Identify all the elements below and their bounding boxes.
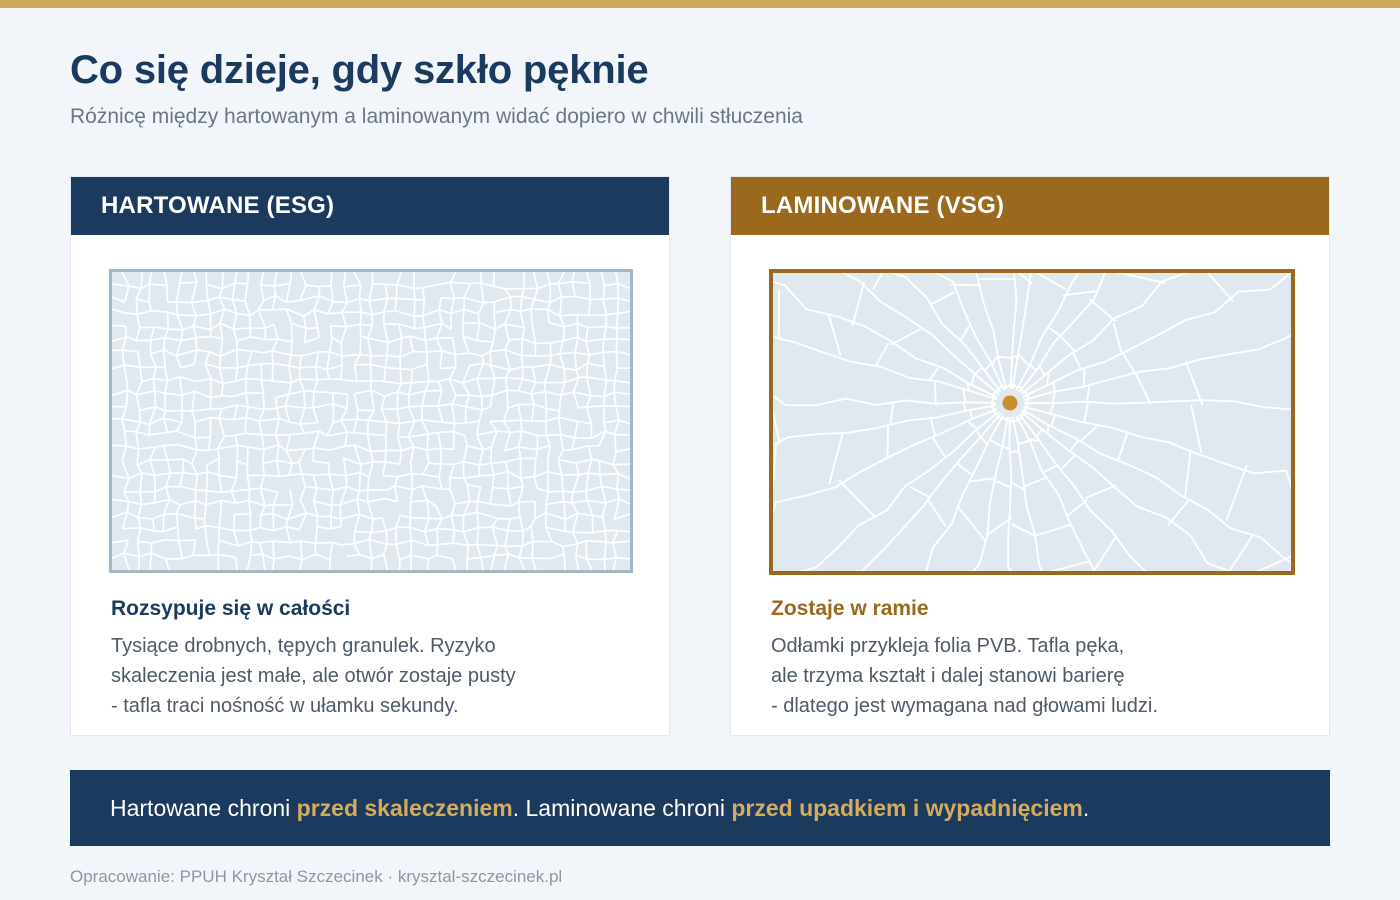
granule-crack bbox=[167, 286, 168, 303]
granule-crack bbox=[237, 461, 238, 478]
granule-crack bbox=[414, 288, 423, 289]
granule-crack bbox=[207, 465, 208, 471]
granule-crack bbox=[341, 343, 342, 356]
granule-crack bbox=[273, 559, 274, 570]
granule-crack bbox=[341, 519, 342, 527]
granule-crack bbox=[504, 420, 521, 421]
granule-crack bbox=[587, 363, 588, 377]
granule-crack bbox=[450, 282, 470, 283]
granule-crack bbox=[273, 541, 274, 559]
granule-crack bbox=[429, 545, 438, 546]
ring-crack bbox=[1084, 369, 1085, 386]
granule-crack bbox=[329, 379, 341, 380]
granule-crack bbox=[291, 323, 292, 342]
granule-crack bbox=[371, 365, 372, 381]
granule-crack bbox=[521, 420, 532, 421]
granule-crack bbox=[508, 531, 523, 532]
granule-crack bbox=[385, 451, 386, 462]
granule-crack bbox=[300, 379, 318, 380]
granule-crack bbox=[276, 435, 291, 436]
granule-crack bbox=[425, 390, 442, 391]
granule-crack bbox=[400, 369, 412, 370]
granule-crack bbox=[164, 338, 165, 350]
granule-crack bbox=[484, 302, 495, 303]
granule-crack bbox=[424, 328, 425, 341]
granule-crack bbox=[249, 490, 250, 501]
granule-crack bbox=[617, 328, 630, 329]
granule-crack bbox=[368, 420, 369, 434]
granule-crack bbox=[614, 381, 615, 393]
granule-crack bbox=[247, 447, 248, 465]
granule-crack bbox=[587, 406, 605, 407]
granule-crack bbox=[164, 514, 177, 515]
ring-crack bbox=[996, 414, 997, 417]
ring-crack bbox=[1025, 407, 1026, 411]
granule-crack bbox=[304, 391, 314, 392]
granule-crack bbox=[222, 384, 223, 396]
granule-crack bbox=[578, 407, 586, 408]
granule-crack bbox=[252, 542, 260, 543]
granule-crack bbox=[563, 491, 564, 501]
granule-crack bbox=[410, 518, 411, 527]
granule-crack bbox=[196, 338, 197, 350]
granule-crack bbox=[494, 313, 495, 330]
granule-crack bbox=[234, 514, 235, 530]
granule-crack bbox=[265, 339, 278, 340]
granule-crack bbox=[586, 491, 587, 501]
granule-crack bbox=[563, 327, 564, 341]
granule-crack bbox=[386, 422, 387, 435]
granule-crack bbox=[218, 541, 219, 555]
ring-crack bbox=[1054, 383, 1055, 393]
laminated-card-heading: Zostaje w ramie bbox=[771, 597, 929, 620]
granule-crack bbox=[586, 541, 587, 559]
granule-crack bbox=[177, 302, 192, 303]
banner-text: Hartowane chroni bbox=[110, 795, 297, 821]
granule-crack bbox=[507, 390, 518, 391]
granule-crack bbox=[139, 557, 140, 570]
top-accent-bar bbox=[0, 0, 1400, 8]
granule-crack bbox=[314, 392, 333, 393]
granule-crack bbox=[207, 472, 208, 491]
granule-crack bbox=[492, 488, 508, 489]
granule-crack bbox=[220, 356, 221, 368]
granule-crack bbox=[437, 529, 454, 530]
granule-crack bbox=[262, 435, 276, 436]
granule-crack bbox=[248, 272, 249, 284]
granule-crack bbox=[330, 326, 346, 327]
granule-crack bbox=[371, 559, 372, 570]
granule-crack bbox=[359, 490, 368, 491]
granule-crack bbox=[603, 351, 617, 352]
granule-crack bbox=[616, 406, 630, 407]
granule-crack bbox=[507, 390, 508, 408]
ring-crack bbox=[1048, 424, 1049, 432]
granule-crack bbox=[478, 314, 479, 323]
granule-crack bbox=[195, 437, 210, 438]
granule-crack bbox=[600, 474, 619, 475]
granule-crack bbox=[467, 545, 468, 559]
tempered-glass-card bbox=[70, 176, 670, 736]
granule-crack bbox=[605, 531, 606, 542]
granule-crack bbox=[360, 465, 361, 473]
granule-crack bbox=[603, 298, 618, 299]
tempered-shattered-pane-illustration bbox=[109, 269, 633, 573]
granule-crack bbox=[532, 542, 533, 559]
granule-crack bbox=[468, 544, 477, 545]
granule-crack bbox=[210, 554, 218, 555]
granule-crack bbox=[358, 410, 374, 411]
granule-crack bbox=[477, 501, 478, 512]
granule-crack bbox=[396, 285, 397, 299]
granule-crack bbox=[546, 421, 547, 435]
granule-crack bbox=[126, 326, 127, 337]
granule-crack bbox=[450, 478, 464, 479]
granule-crack bbox=[383, 476, 398, 477]
granule-crack bbox=[479, 527, 493, 528]
granule-crack bbox=[136, 299, 137, 314]
tempered-card-header: HARTOWANE (ESG) bbox=[71, 177, 669, 235]
granule-crack bbox=[315, 542, 332, 543]
granule-crack bbox=[455, 423, 466, 424]
granule-crack bbox=[454, 424, 455, 432]
granule-crack bbox=[305, 448, 313, 449]
granule-crack bbox=[545, 392, 546, 409]
granule-crack bbox=[616, 351, 617, 368]
granule-crack bbox=[371, 381, 384, 382]
page-title: Co się dzieje, gdy szkło pęknie bbox=[70, 48, 649, 92]
granule-crack bbox=[572, 492, 573, 503]
granule-crack bbox=[360, 325, 361, 337]
granule-crack bbox=[346, 476, 347, 487]
granule-crack bbox=[204, 519, 205, 526]
granule-crack bbox=[360, 336, 361, 354]
tempered-card-heading: Rozsypuje się w całości bbox=[111, 597, 351, 620]
granule-crack bbox=[313, 474, 329, 475]
granule-crack bbox=[331, 272, 332, 286]
granule-crack bbox=[521, 420, 522, 431]
granule-crack bbox=[618, 298, 619, 313]
granule-crack bbox=[604, 560, 605, 570]
granule-crack bbox=[618, 284, 619, 299]
granule-crack bbox=[411, 518, 429, 519]
banner-text: . bbox=[1082, 795, 1090, 821]
granule-crack bbox=[519, 558, 532, 559]
granule-crack bbox=[263, 449, 264, 463]
granule-crack bbox=[164, 445, 179, 446]
granule-crack bbox=[565, 531, 573, 532]
ring-crack bbox=[779, 290, 780, 339]
granule-crack bbox=[127, 384, 128, 390]
granule-crack bbox=[197, 450, 209, 451]
banner-text: . Laminowane chroni bbox=[512, 795, 732, 821]
granule-crack bbox=[262, 380, 273, 381]
granule-crack bbox=[522, 356, 523, 368]
granule-crack bbox=[509, 339, 522, 340]
granule-crack bbox=[246, 393, 264, 394]
granule-crack bbox=[333, 302, 347, 303]
granule-crack bbox=[112, 445, 126, 446]
granule-crack bbox=[578, 315, 589, 316]
granule-crack bbox=[411, 540, 412, 555]
granule-crack bbox=[370, 451, 385, 452]
granule-crack bbox=[575, 352, 576, 370]
granule-crack bbox=[272, 364, 273, 381]
granule-crack bbox=[494, 302, 495, 313]
granule-crack bbox=[415, 300, 425, 301]
granule-crack bbox=[154, 492, 155, 503]
granule-crack bbox=[319, 286, 331, 287]
granule-crack bbox=[333, 393, 334, 404]
granule-crack bbox=[455, 298, 465, 299]
granule-crack bbox=[563, 547, 564, 555]
granule-crack bbox=[313, 448, 314, 461]
granule-crack bbox=[357, 419, 368, 420]
granule-crack bbox=[180, 282, 197, 283]
granule-crack bbox=[536, 382, 545, 383]
granule-crack bbox=[546, 435, 560, 436]
granule-crack bbox=[168, 312, 169, 329]
laminated-glass-card bbox=[730, 176, 1330, 736]
granule-crack bbox=[317, 379, 328, 380]
granule-crack bbox=[371, 356, 372, 365]
granule-crack bbox=[495, 378, 506, 379]
granule-crack bbox=[260, 515, 261, 528]
granule-crack bbox=[195, 518, 205, 519]
granule-crack bbox=[168, 459, 184, 460]
granule-crack bbox=[357, 381, 371, 382]
granule-crack bbox=[163, 515, 164, 532]
granule-crack bbox=[548, 491, 563, 492]
granule-crack bbox=[441, 298, 455, 299]
page-subtitle: Różnicę między hartowanym a laminowanym widać dopiero w chwili stłuczenia bbox=[70, 105, 803, 128]
granule-crack bbox=[155, 391, 156, 407]
granule-crack bbox=[401, 383, 411, 384]
tempered-card-description bbox=[111, 631, 516, 721]
granule-crack bbox=[545, 383, 546, 392]
granule-crack bbox=[196, 490, 207, 491]
granule-crack bbox=[178, 527, 179, 541]
summary-banner bbox=[70, 770, 1330, 846]
ring-crack bbox=[992, 394, 993, 398]
granule-crack bbox=[563, 450, 572, 451]
granule-crack bbox=[497, 546, 505, 547]
granule-crack bbox=[493, 272, 494, 286]
granule-crack bbox=[522, 339, 523, 356]
laminated-description-line: Odłamki przykleja folia PVB. Tafla pęka, bbox=[771, 635, 1125, 657]
granule-crack bbox=[437, 545, 438, 556]
ring-crack bbox=[888, 425, 889, 459]
ring-crack bbox=[1018, 387, 1022, 388]
granule-crack bbox=[177, 315, 196, 316]
granule-crack bbox=[360, 312, 361, 324]
granule-crack bbox=[235, 283, 248, 284]
granule-crack bbox=[511, 296, 523, 297]
granule-crack bbox=[373, 284, 386, 285]
granule-crack bbox=[414, 288, 415, 299]
granule-crack bbox=[412, 474, 423, 475]
granule-crack bbox=[550, 343, 551, 355]
granule-crack bbox=[437, 338, 453, 339]
laminated-card-description bbox=[771, 631, 1158, 721]
granule-crack bbox=[591, 396, 604, 397]
granule-crack bbox=[438, 432, 454, 433]
granule-crack bbox=[409, 406, 423, 407]
granule-crack bbox=[563, 491, 573, 492]
granule-crack bbox=[617, 339, 630, 340]
granule-crack bbox=[222, 491, 232, 492]
granule-crack bbox=[400, 369, 401, 384]
granule-crack bbox=[565, 519, 566, 531]
granule-crack bbox=[617, 313, 618, 328]
granule-crack bbox=[211, 418, 219, 419]
granule-crack bbox=[140, 410, 141, 422]
granule-crack bbox=[183, 459, 184, 473]
tempered-description-line: - tafla traci nośność w ułamku sekundy. bbox=[111, 695, 459, 717]
granule-crack bbox=[250, 328, 251, 337]
granule-crack bbox=[587, 559, 605, 560]
granule-crack bbox=[224, 435, 235, 436]
granule-crack bbox=[250, 514, 251, 530]
granule-crack bbox=[304, 391, 305, 408]
granule-crack bbox=[550, 356, 551, 365]
granule-crack bbox=[264, 408, 277, 409]
granule-crack bbox=[603, 339, 604, 352]
ring-crack bbox=[999, 357, 1013, 358]
granule-crack bbox=[313, 392, 314, 408]
granule-crack bbox=[451, 313, 452, 329]
tempered-description-line: Tysiące drobnych, tępych granulek. Ryzyko bbox=[111, 635, 496, 657]
granule-crack bbox=[519, 502, 520, 517]
ring-crack bbox=[951, 285, 982, 286]
granule-crack bbox=[559, 411, 560, 418]
granule-crack bbox=[140, 327, 154, 328]
granule-crack bbox=[234, 328, 250, 329]
granule-crack bbox=[291, 355, 301, 356]
granule-crack bbox=[221, 501, 222, 515]
laminated-pane-glass bbox=[771, 271, 1293, 573]
granule-crack bbox=[564, 368, 565, 382]
granule-crack bbox=[261, 285, 274, 286]
banner-highlight-cuts: przed skaleczeniem bbox=[296, 795, 513, 821]
granule-crack bbox=[154, 531, 163, 532]
granule-crack bbox=[306, 328, 318, 329]
granule-crack bbox=[522, 531, 523, 546]
granule-crack bbox=[422, 406, 423, 420]
granule-crack bbox=[606, 542, 613, 543]
source-footer: Opracowanie: PPUH Kryształ Szczecinek · krysztal-szczecinek.pl bbox=[70, 867, 563, 886]
granule-crack bbox=[341, 419, 357, 420]
granule-crack bbox=[481, 397, 482, 410]
granule-crack bbox=[429, 463, 441, 464]
granule-crack bbox=[112, 326, 126, 327]
granule-crack bbox=[165, 393, 166, 411]
granule-crack bbox=[437, 529, 438, 545]
granule-crack bbox=[237, 350, 238, 368]
banner-highlight-falls: przed upadkiem i wypadnięciem bbox=[731, 795, 1083, 821]
granule-crack bbox=[272, 309, 286, 310]
laminated-description-line: - dlatego jest wymagana nad głowami ludzi. bbox=[771, 695, 1158, 717]
granule-crack bbox=[357, 410, 358, 419]
granule-crack bbox=[497, 518, 510, 519]
granule-crack bbox=[168, 329, 183, 330]
granule-crack bbox=[222, 272, 223, 289]
granule-crack bbox=[573, 532, 593, 533]
granule-crack bbox=[291, 342, 292, 355]
granule-crack bbox=[245, 418, 246, 434]
granule-crack bbox=[463, 323, 480, 324]
granule-crack bbox=[359, 472, 360, 491]
granule-crack bbox=[477, 544, 498, 545]
granule-crack bbox=[415, 328, 424, 329]
granule-crack bbox=[511, 297, 512, 310]
granule-crack bbox=[531, 309, 548, 310]
granule-crack bbox=[414, 300, 415, 317]
granule-crack bbox=[261, 364, 273, 365]
granule-crack bbox=[354, 531, 355, 543]
granule-crack bbox=[125, 431, 136, 432]
granule-crack bbox=[273, 514, 274, 531]
granule-crack bbox=[518, 404, 534, 405]
laminated-description-line: ale trzyma kształt i dalej stanowi barierę bbox=[771, 665, 1125, 687]
granule-crack bbox=[263, 393, 264, 409]
granule-crack bbox=[414, 316, 415, 328]
laminated-card-header: LAMINOWANE (VSG) bbox=[731, 177, 1329, 235]
impact-point-marker bbox=[1003, 396, 1018, 411]
granule-crack bbox=[470, 283, 481, 284]
granule-crack bbox=[170, 473, 183, 474]
granule-crack bbox=[396, 298, 415, 299]
granule-crack bbox=[479, 475, 494, 476]
granule-crack bbox=[265, 505, 273, 506]
granule-crack bbox=[397, 392, 398, 409]
granule-crack bbox=[546, 409, 547, 422]
tempered-description-line: skaleczenia jest małe, ale otwór zostaje pusty bbox=[111, 665, 516, 687]
granule-crack bbox=[165, 540, 179, 541]
laminated-cracked-pane-illustration bbox=[769, 269, 1295, 575]
granule-crack bbox=[272, 351, 273, 364]
granule-crack bbox=[122, 528, 140, 529]
granule-crack bbox=[586, 541, 606, 542]
granule-crack bbox=[195, 501, 196, 519]
granule-crack bbox=[155, 475, 156, 491]
granule-crack bbox=[387, 343, 388, 356]
ring-crack bbox=[935, 382, 936, 403]
